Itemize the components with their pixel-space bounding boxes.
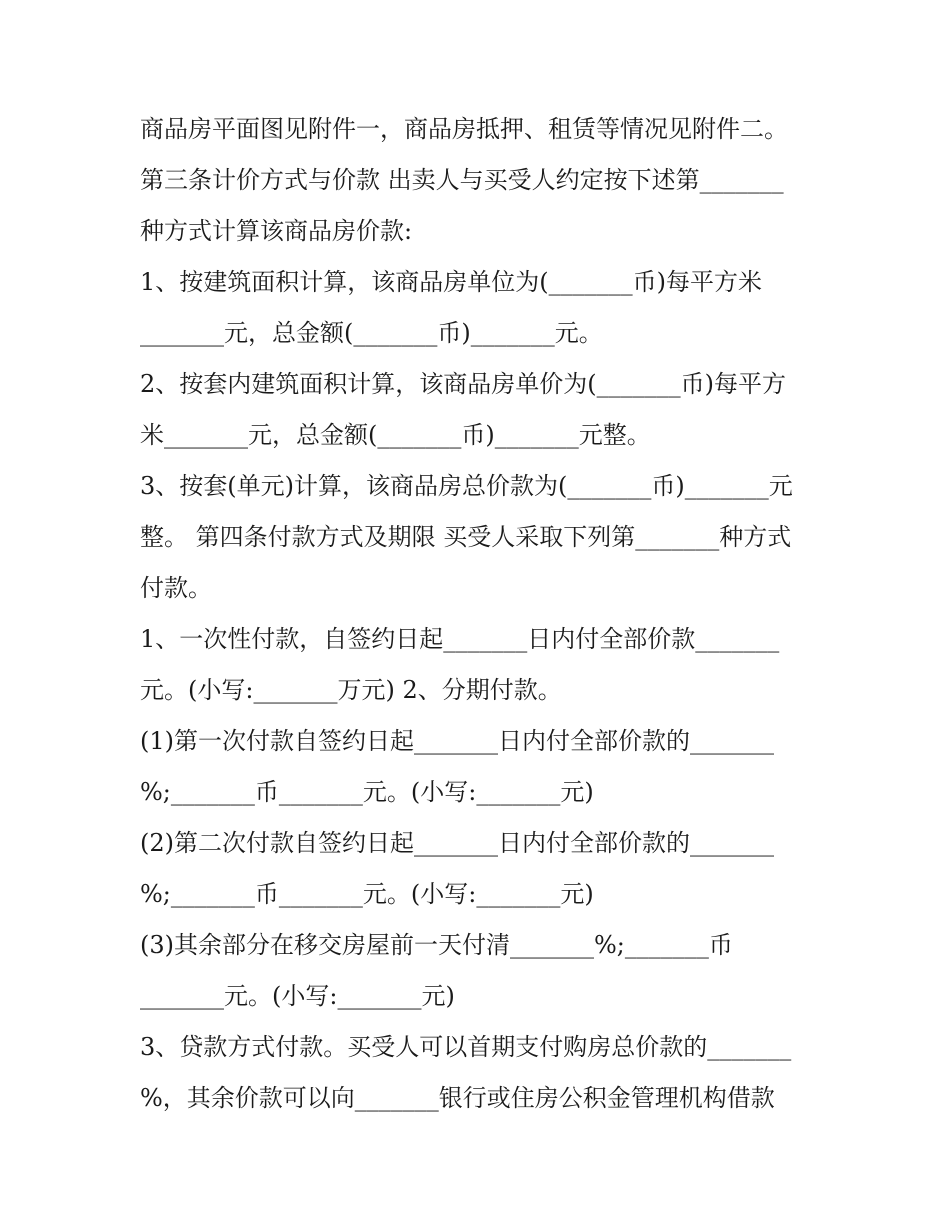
- text-line: 种方式计算该商品房价款:: [140, 217, 413, 245]
- text-line: _______元，总金额(_______币)_______元。: [140, 319, 603, 347]
- text-line: %;_______币_______元。(小写:_______元): [140, 778, 594, 806]
- text-line: 1、一次性付款，自签约日起_______日内付全部价款_______: [140, 625, 780, 653]
- contract-body: [140, 108, 820, 1128]
- text-line: %，其余价款可以向_______银行或住房公积金管理机构借款: [140, 1084, 775, 1112]
- text-line: (2)第二次付款自签约日起_______日内付全部价款的_______: [140, 829, 774, 857]
- text-line: _______元。(小写:_______元): [140, 982, 455, 1010]
- text-line: 元。(小写:_______万元) 2、分期付款。: [140, 676, 562, 704]
- text-line: 第三条计价方式与价款 出卖人与买受人约定按下述第_______: [140, 166, 784, 194]
- text-line: 3、贷款方式付款。买受人可以首期支付购房总价款的_______: [140, 1033, 792, 1061]
- text-line: 付款。: [140, 574, 212, 602]
- text-line: (3)其余部分在移交房屋前一天付清_______%;_______币: [140, 931, 733, 959]
- text-line: 3、按套(单元)计算，该商品房总价款为(_______币)_______元: [140, 472, 793, 500]
- text-line: (1)第一次付款自签约日起_______日内付全部价款的_______: [140, 727, 774, 755]
- text-line: 商品房平面图见附件一，商品房抵押、租赁等情况见附件二。: [140, 115, 788, 143]
- text-line: %;_______币_______元。(小写:_______元): [140, 880, 594, 908]
- text-line: 整。 第四条付款方式及期限 买受人采取下列第_______种方式: [140, 523, 792, 551]
- text-line: 米_______元，总金额(_______币)_______元整。: [140, 421, 651, 449]
- text-line: 2、按套内建筑面积计算，该商品房单价为(_______币)每平方: [140, 370, 786, 398]
- text-line: 1、按建筑面积计算，该商品房单位为(_______币)每平方米: [140, 268, 762, 296]
